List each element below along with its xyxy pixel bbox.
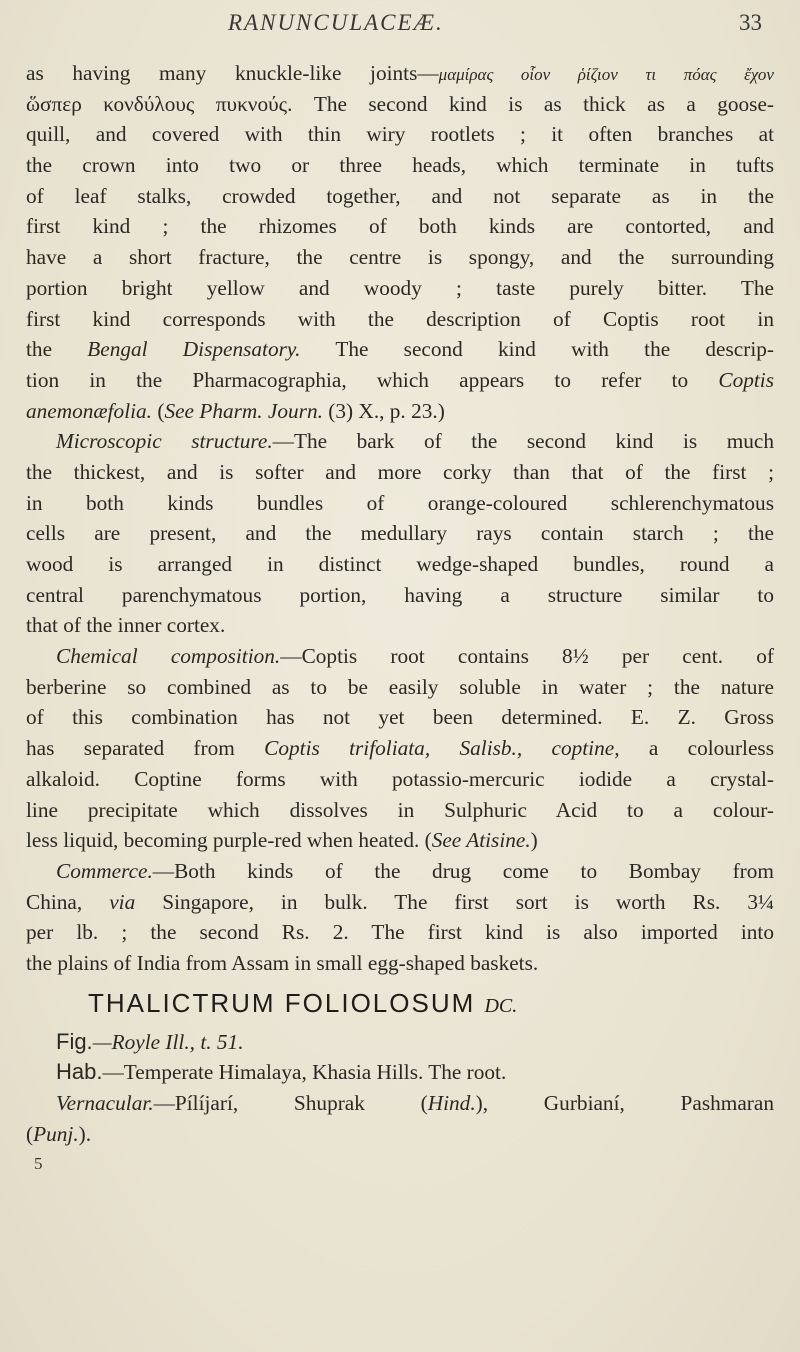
text-run: the: [26, 337, 88, 362]
italic-word: via: [109, 889, 136, 914]
text-line: ὥσπερ κονδύλους πυκνούς. The second kind is as thick as a goose-: [26, 91, 774, 116]
text-line: the plains of India from Assam in small egg-shaped baskets.: [26, 950, 539, 975]
species-name: anemonæfolia.: [26, 398, 153, 423]
text-line: berberine so combined as to be easily soluble in water ; the nature: [26, 674, 774, 699]
running-title: RANUNCULACEÆ.: [228, 10, 444, 35]
species-name: Coptis trifoliata, Salisb., coptine,: [264, 736, 620, 761]
book-title: Bengal Dispensatory.: [87, 337, 301, 362]
text-line: [26, 1119, 774, 1150]
paragraph-label: Microscopic structure.: [56, 429, 273, 454]
paragraph-label: Vernacular.: [56, 1091, 154, 1115]
text-line: [26, 365, 774, 396]
text-run: —Both kinds of the drug come to Bombay from: [152, 858, 774, 883]
text-line: of this combination has not yet been determined. E. Z. Gross: [26, 705, 774, 730]
text-line: [26, 641, 774, 672]
paragraph-label: Commerce.: [56, 858, 153, 883]
signature-mark: 5: [34, 1154, 43, 1174]
text-line: [26, 856, 774, 887]
text-run: The second kind with the descrip-: [300, 337, 774, 362]
text-run: (: [26, 1121, 34, 1146]
text-line: cells are present, and the medullary rays contain starch ; the: [26, 521, 774, 546]
text-line: central parenchymatous portion, having a structure similar to: [26, 582, 774, 607]
text-line: line precipitate which dissolves in Sulphuric Acid to a colour-: [26, 797, 774, 822]
text-line: [26, 1088, 774, 1119]
text-line: of leaf stalks, crowded together, and not separate as in the: [26, 183, 774, 208]
fig-reference: —Royle Ill., t. 51.: [92, 1029, 244, 1054]
section-heading: [26, 979, 774, 1027]
text-line: [26, 733, 774, 764]
text-line: [26, 396, 774, 427]
text-line: first kind ; the rhizomes of both kinds are contorted, and: [26, 214, 774, 239]
language-abbrev: Hind.: [427, 1091, 476, 1115]
greek-phrase: μαμίρας οἷον ῥίζιον τι πόας ἔχον: [438, 65, 774, 84]
text-line: [26, 58, 774, 89]
text-line: quill, and covered with thin wiry rootlets ; it often branches at: [26, 122, 774, 147]
reference: See Atisine.: [431, 828, 531, 853]
section-title: THALICTRUM FOLIOLOSUM: [88, 987, 476, 1018]
text-run: ).: [78, 1121, 92, 1146]
text-run: —Coptis root contains 8½ per cent. of: [280, 644, 774, 669]
text-line: wood is arranged in distinct wedge-shaped bundles, round a: [26, 552, 774, 576]
text-line: [26, 426, 774, 457]
text-line: portion bright yellow and woody ; taste purely bitter. The: [26, 275, 774, 300]
text-run: Singapore, in bulk. The first sort is worth Rs. 3¼: [135, 889, 774, 914]
text-run: (: [152, 398, 165, 423]
text-run: (3) X., p. 23.): [322, 398, 445, 423]
text-run: —The bark of the second kind is much: [272, 429, 775, 454]
species-name: Coptis: [718, 367, 774, 392]
paragraph-label: Chemical composition.: [56, 644, 281, 669]
page-number: 33: [739, 10, 762, 35]
text-line: in both kinds bundles of orange-coloured schlerenchymatous: [26, 490, 774, 515]
text-line: the crown into two or three heads, which terminate in tufts: [26, 153, 774, 178]
running-head: [0, 2, 800, 44]
language-abbrev: Punj.: [33, 1121, 79, 1146]
text-run: ), Gurbianí, Pashmaran: [475, 1091, 774, 1115]
section-authority: DC.: [484, 994, 518, 1017]
text-run: ): [530, 828, 538, 853]
text-run: China,: [26, 889, 110, 914]
text-line: first kind corresponds with the description of Coptis root in: [26, 306, 774, 331]
text-run: a colourless: [619, 736, 774, 761]
text-run: tion in the Pharmacographia, which appears to refer to: [26, 367, 719, 392]
body-text: [26, 58, 774, 1173]
text-line: per lb. ; the second Rs. 2. The first kind is also imported into: [26, 920, 774, 945]
text-line: [26, 334, 774, 365]
text-run: less liquid, becoming purple-red when heated. (: [26, 828, 432, 853]
text-run: —Temperate Himalaya, Khasia Hills. The root.: [102, 1060, 507, 1085]
text-line: have a short fracture, the centre is spongy, and the surrounding: [26, 245, 774, 270]
text-run: —Pílíjarí, Shuprak (: [153, 1091, 428, 1115]
text-line: alkaloid. Coptine forms with potassio-mercuric iodide a crystal-: [26, 766, 774, 791]
text-line: the thickest, and is softer and more corky than that of the first ;: [26, 459, 774, 484]
text-line: [26, 825, 774, 856]
text-run: has separated from: [26, 736, 265, 761]
hab-label: Hab.: [56, 1059, 103, 1085]
text-line: [26, 1057, 774, 1088]
fig-label: Fig.: [56, 1028, 93, 1054]
reference: See Pharm. Journ.: [164, 398, 323, 423]
text-line: [26, 887, 774, 918]
text-line: [26, 1027, 774, 1058]
text-run: as having many knuckle-like joints—: [26, 61, 439, 85]
text-line: that of the inner cortex.: [26, 613, 226, 638]
